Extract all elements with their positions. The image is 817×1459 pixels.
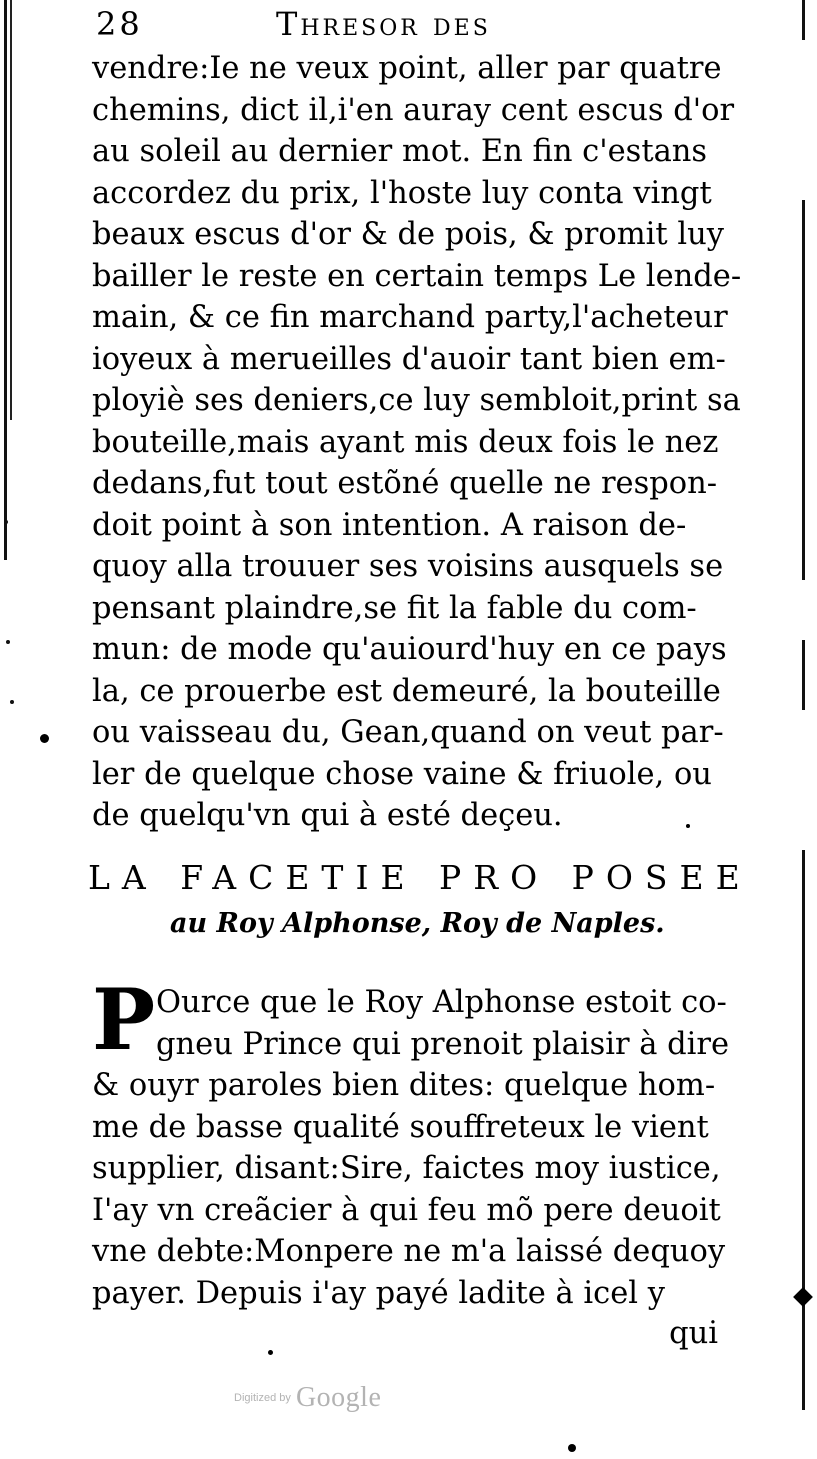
text-line: vendre:Ie ne veux point, aller par quatre [92, 51, 722, 86]
edge-diamond-mark [793, 1287, 813, 1307]
text-line: me de basse qualité souffreteux le vient [92, 1109, 709, 1145]
text-line: & ouyr paroles bien dites: quelque hom- [92, 1068, 716, 1103]
google-logo: Google [295, 1382, 382, 1413]
text-line: ioyeux à merueilles d'auoir tant bien em- [92, 341, 726, 377]
paragraph-1 [92, 48, 742, 837]
section-heading: LA FACETIE PRO POSEE [88, 858, 752, 897]
page-number: 28 [96, 5, 143, 43]
binding-rule-inner [10, 0, 12, 420]
paragraph-2 [92, 982, 730, 1314]
text-line: quoy alla trouuer ses voisins ausquels se [92, 549, 724, 584]
text-line: pensant plaindre,se fit la fable du com- [92, 590, 697, 626]
ink-speck [268, 1350, 273, 1355]
digitized-watermark [234, 1382, 434, 1418]
text-line: payer. Depuis i'ay payé ladite à icel y [92, 1275, 665, 1311]
text-line: bailler le reste en certain temps Le lende- [92, 258, 742, 294]
text-line: supplier, disant:Sire, faictes moy iustice, [92, 1151, 721, 1186]
ink-speck [6, 640, 10, 644]
binding-rule [4, 0, 7, 560]
text-line: ployiè ses deniers,ce luy sembloit,print sa [92, 383, 741, 418]
text-line: gneu Prince qui prenoit plaisir à dire [156, 1026, 730, 1062]
text-line: chemins, dict il,i'en auray cent escus d'or [92, 92, 735, 128]
section-subheading: au Roy Alphonse, Roy de Naples. [170, 908, 665, 939]
ink-speck [10, 700, 14, 704]
catchword: qui [669, 1316, 718, 1351]
binding-edge [4, 0, 14, 1459]
text-line: doit point à son intention. A raison de- [92, 507, 687, 543]
watermark-prefix: Digitized by [234, 1392, 291, 1404]
text-line: Ource que le Roy Alphonse estoit co- [156, 985, 727, 1020]
edge-rule [802, 200, 805, 580]
ink-speck [4, 520, 8, 524]
ink-blot [568, 1444, 576, 1452]
page-edge-right [796, 0, 810, 1459]
ink-blot [40, 734, 49, 743]
ink-speck [686, 824, 690, 828]
text-line: la, ce prouerbe est demeuré, la bouteille [92, 673, 721, 709]
text-line: ou vaisseau du, Gean,quand on veut par- [92, 715, 724, 750]
text-line: main, & ce fin marchand party,l'acheteur [92, 300, 728, 335]
text-line: ler de quelque chose vaine & friuole, ou [92, 756, 712, 792]
edge-rule [802, 0, 805, 40]
text-line: mun: de mode qu'auiourd'huy en ce pays [92, 632, 727, 667]
text-line: au soleil au dernier mot. En fin c'estans [92, 134, 708, 169]
running-header [96, 4, 716, 44]
text-line: bouteille,mais ayant mis deux fois le nez [92, 424, 719, 460]
text-line: de quelqu'vn qui à esté deçeu. [92, 798, 563, 833]
running-title: Thresor des [276, 5, 491, 43]
text-line: accordez du prix, l'hoste luy conta vingt [92, 175, 712, 211]
text-line: beaux escus d'or & de pois, & promit luy [92, 217, 724, 252]
text-line: dedans,fut tout estõné quelle ne respon- [92, 466, 718, 501]
edge-rule [802, 640, 805, 710]
edge-rule [802, 850, 805, 1410]
drop-cap: P [92, 970, 156, 1069]
text-line: I'ay vn creãcier à qui feu mõ pere deuoit [92, 1192, 721, 1228]
text-line: vne debte:Monpere ne m'a laissé dequoy [92, 1234, 726, 1269]
